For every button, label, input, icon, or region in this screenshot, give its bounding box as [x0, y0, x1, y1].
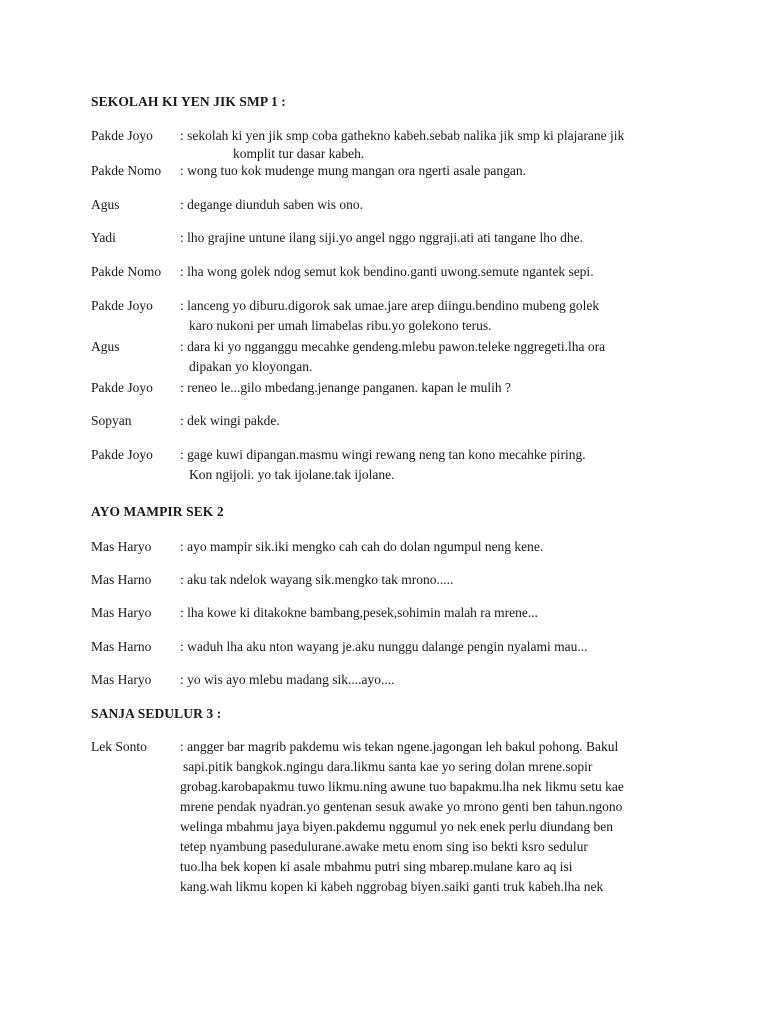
- dialogue-line: : lanceng yo diburu.digorok sak umae.jare arep diingu.bendino mubeng golek: [180, 298, 600, 313]
- dialogue-line: kang.wah likmu kopen ki kabeh nggrobag biyen.saiki ganti truk kabeh.lha nek: [180, 879, 604, 894]
- dialogue-line: : lha wong golek ndog semut kok bendino.ganti uwong.semute ngantek sepi.: [180, 264, 594, 279]
- dialogue-line: komplit tur dasar kabeh.: [233, 146, 365, 161]
- dialogue-line: welinga mbahmu jaya biyen.pakdemu nggumul yo nek enek perlu diundang ben: [180, 819, 614, 834]
- speaker-name: Pakde Joyo: [91, 447, 153, 462]
- speaker-name: Pakde Nomo: [91, 163, 162, 178]
- speaker-name: Pakde Joyo: [91, 128, 153, 143]
- dialogue-line: : waduh lha aku nton wayang je.aku nunggu dalange pengin nyalami mau...: [180, 639, 588, 654]
- speaker-name: Sopyan: [91, 413, 132, 428]
- speaker-name: Pakde Joyo: [91, 380, 153, 395]
- dialogue-line: : sekolah ki yen jik smp coba gathekno kabeh.sebab nalika jik smp ki plajarane jik: [180, 128, 625, 143]
- dialogue-line: : lha kowe ki ditakokne bambang,pesek,sohimin malah ra mrene...: [180, 605, 539, 620]
- speaker-name: Mas Haryo: [91, 672, 152, 687]
- section-heading: AYO MAMPIR SEK 2: [91, 504, 224, 519]
- dialogue-line: : lho grajine untune ilang siji.yo angel nggo nggraji.ati ati tangane lho dhe.: [180, 230, 584, 245]
- dialogue-line: : aku tak ndelok wayang sik.mengko tak mrono.....: [180, 572, 454, 587]
- speaker-name: Mas Harno: [91, 639, 152, 654]
- dialogue-line: : dara ki yo ngganggu mecahke gendeng.mlebu pawon.teleke nggregeti.lha ora: [180, 339, 606, 354]
- speaker-name: Pakde Joyo: [91, 298, 153, 313]
- speaker-name: Mas Haryo: [91, 605, 152, 620]
- speaker-name: Mas Haryo: [91, 539, 152, 554]
- section-heading: SANJA SEDULUR 3 :: [91, 706, 222, 721]
- speaker-name: Lek Sonto: [91, 739, 147, 754]
- speaker-name: Mas Harno: [91, 572, 152, 587]
- dialogue-line: : dek wingi pakde.: [180, 413, 280, 428]
- dialogue-line: tetep nyambung pasedulurane.awake metu enom sing iso bekti ksro sedulur: [180, 839, 588, 854]
- dialogue-line: : wong tuo kok mudenge mung mangan ora ngerti asale pangan.: [180, 163, 527, 178]
- dialogue-line: : degange diunduh saben wis ono.: [180, 197, 363, 212]
- dialogue-line: : yo wis ayo mlebu madang sik....ayo....: [180, 672, 395, 687]
- dialogue-line: grobag.karobapakmu tuwo likmu.ning awune tuo bapakmu.lha nek likmu setu kae: [180, 779, 624, 794]
- speaker-name: Agus: [91, 197, 120, 212]
- dialogue-line: Kon ngijoli. yo tak ijolane.tak ijolane.: [189, 467, 395, 482]
- speaker-name: Pakde Nomo: [91, 264, 162, 279]
- dialogue-line: : reneo le...gilo mbedang.jenange panganen. kapan le mulih ?: [180, 380, 512, 395]
- dialogue-line: mrene pendak nyadran.yo gentenan sesuk awake yo mrono genti ben tahun.ngono: [180, 799, 623, 814]
- speaker-name: Agus: [91, 339, 120, 354]
- dialogue-line: dipakan yo kloyongan.: [189, 359, 313, 374]
- dialogue-line: karo nukoni per umah limabelas ribu.yo golekono terus.: [189, 318, 492, 333]
- dialogue-line: : gage kuwi dipangan.masmu wingi rewang neng tan kono mecahke piring.: [180, 447, 586, 462]
- dialogue-line: : ayo mampir sik.iki mengko cah cah do dolan ngumpul neng kene.: [180, 539, 544, 554]
- dialogue-line: : angger bar magrib pakdemu wis tekan ngene.jagongan leh bakul pohong. Bakul: [180, 739, 619, 754]
- dialogue-line: tuo.lha bek kopen ki asale mbahmu putri sing mbarep.mulane karo aq isi: [180, 859, 573, 874]
- section-heading: SEKOLAH KI YEN JIK SMP 1 :: [91, 94, 286, 109]
- dialogue-line: sapi.pitik bangkok.ngingu dara.likmu santa kae yo sering dolan mrene.sopir: [183, 759, 593, 774]
- speaker-name: Yadi: [91, 230, 116, 245]
